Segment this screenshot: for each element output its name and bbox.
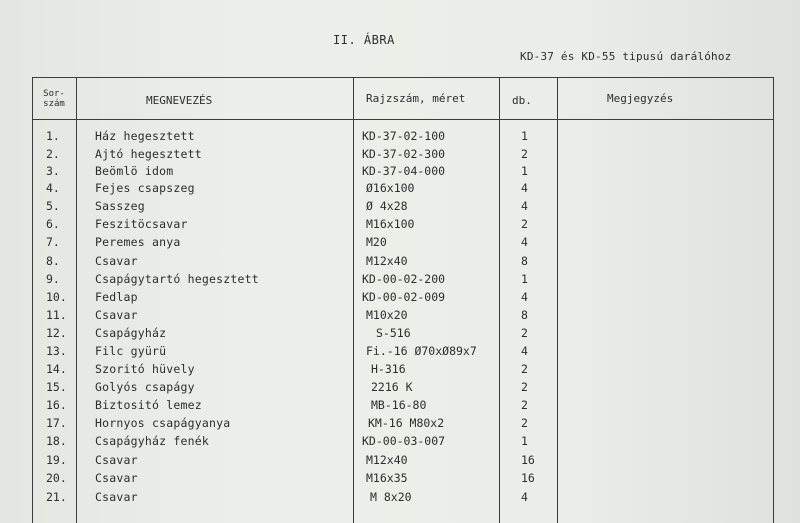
drawing-number: S-516 [376, 326, 411, 340]
quantity: 4 [521, 290, 528, 304]
header-sorszam-line1: Sor- [43, 89, 65, 99]
table-row [32, 254, 774, 272]
table-row [32, 199, 774, 217]
row-number: 7. [46, 235, 60, 249]
drawing-number: KM-16 M80x2 [368, 416, 445, 430]
table-row [32, 453, 774, 471]
table-row [32, 308, 774, 326]
drawing-number: M10x20 [366, 308, 408, 322]
drawing-number: M20 [366, 235, 387, 249]
quantity: 2 [521, 147, 528, 161]
part-name: Csavar [95, 453, 138, 467]
drawing-number: M12x40 [366, 453, 408, 467]
drawing-number: M12x40 [366, 254, 408, 268]
figure-title: II. ÁBRA [333, 33, 395, 47]
row-number: 19. [46, 453, 67, 467]
table-row [32, 398, 774, 416]
drawing-number: KD-37-04-000 [362, 164, 446, 178]
quantity: 1 [521, 434, 528, 448]
quantity: 4 [521, 199, 528, 213]
quantity: 2 [521, 362, 528, 376]
quantity: 8 [521, 308, 528, 322]
drawing-number: KD-00-03-007 [362, 434, 446, 448]
row-number: 4. [46, 181, 60, 195]
quantity: 4 [521, 344, 528, 358]
row-number: 5. [46, 199, 60, 213]
header-divider [32, 119, 774, 120]
row-number: 14. [46, 362, 67, 376]
drawing-number: KD-00-02-200 [362, 272, 446, 286]
drawing-number: KD-37-02-300 [362, 147, 446, 161]
row-number: 13. [46, 344, 67, 358]
part-name: Peremes anya [95, 235, 181, 249]
drawing-number: M16x35 [366, 471, 408, 485]
table-row [32, 272, 774, 290]
part-name: Csavar [95, 308, 138, 322]
table-row [32, 344, 774, 362]
quantity: 4 [521, 235, 528, 249]
quantity: 2 [521, 416, 528, 430]
quantity: 16 [521, 453, 535, 467]
part-name: Szoritó hüvely [95, 362, 195, 376]
row-number: 15. [46, 380, 67, 394]
part-name: Filc gyürü [95, 344, 167, 358]
part-name: Beömlö idom [95, 164, 174, 178]
part-name: Hornyos csapágyanya [95, 416, 231, 430]
part-name: Golyós csapágy [95, 380, 195, 394]
quantity: 1 [521, 129, 528, 143]
row-number: 21. [46, 490, 67, 504]
table-row [32, 416, 774, 434]
part-name: Fedlap [95, 290, 138, 304]
quantity: 1 [521, 272, 528, 286]
drawing-number: 2216 K [371, 380, 413, 394]
part-name: Csavar [95, 471, 138, 485]
table-row [32, 362, 774, 380]
table-row [32, 164, 774, 182]
row-number: 10. [46, 290, 67, 304]
row-number: 1. [46, 129, 60, 143]
table-row [32, 129, 774, 147]
row-number: 2. [46, 147, 60, 161]
table-row [32, 326, 774, 344]
row-number: 8. [46, 254, 60, 268]
row-number: 9. [46, 272, 60, 286]
table-row [32, 471, 774, 489]
quantity: 4 [521, 490, 528, 504]
header-megjegyzes: Megjegyzés [607, 92, 674, 105]
quantity: 8 [521, 254, 528, 268]
table-row [32, 217, 774, 235]
table-row [32, 290, 774, 308]
part-name: Csavar [95, 254, 138, 268]
quantity: 2 [521, 217, 528, 231]
row-number: 20. [46, 471, 67, 485]
drawing-number: Ø16x100 [366, 181, 415, 195]
drawing-number: Ø 4x28 [366, 199, 408, 213]
part-name: Sasszeg [95, 199, 145, 213]
header-megnevezes: MEGNEVEZÉS [146, 94, 213, 107]
row-number: 12. [46, 326, 67, 340]
part-name: Csapágyház [95, 326, 167, 340]
table-row [32, 147, 774, 165]
drawing-number: H-316 [371, 362, 406, 376]
quantity: 2 [521, 326, 528, 340]
drawing-number: M16x100 [366, 217, 415, 231]
row-number: 18. [46, 434, 67, 448]
part-name: Csapágytartó hegesztett [95, 272, 259, 286]
row-number: 11. [46, 308, 67, 322]
part-name: Feszitöcsavar [95, 217, 188, 231]
quantity: 2 [521, 380, 528, 394]
quantity: 16 [521, 471, 535, 485]
header-sorszam [33, 89, 75, 109]
drawing-number: MB-16-80 [371, 398, 427, 412]
header-rajzszam: Rajzszám, méret [366, 92, 466, 105]
table-row [32, 490, 774, 508]
header-db: db. [512, 94, 532, 107]
drawing-number: M 8x20 [370, 490, 412, 504]
quantity: 1 [521, 164, 528, 178]
row-number: 16. [46, 398, 67, 412]
part-name: Ház hegesztett [95, 129, 195, 143]
figure-subtitle: KD-37 és KD-55 tipusú darálóhoz [520, 50, 732, 63]
drawing-number: Fi.-16 Ø70xØ89x7 [366, 344, 477, 358]
row-number: 17. [46, 416, 67, 430]
part-name: Csavar [95, 490, 138, 504]
part-name: Ajtó hegesztett [95, 147, 202, 161]
quantity: 2 [521, 398, 528, 412]
table-row [32, 434, 774, 452]
row-number: 6. [46, 217, 60, 231]
part-name: Fejes csapszeg [95, 181, 195, 195]
drawing-number: KD-37-02-100 [362, 129, 446, 143]
drawing-number: KD-00-02-009 [362, 290, 446, 304]
row-number: 3. [46, 164, 60, 178]
table-row [32, 235, 774, 253]
quantity: 4 [521, 181, 528, 195]
part-name: Csapágyház fenék [95, 434, 209, 448]
table-row [32, 380, 774, 398]
header-sorszam-line2: szám [43, 99, 65, 109]
part-name: Biztositó lemez [95, 398, 202, 412]
table-row [32, 181, 774, 199]
